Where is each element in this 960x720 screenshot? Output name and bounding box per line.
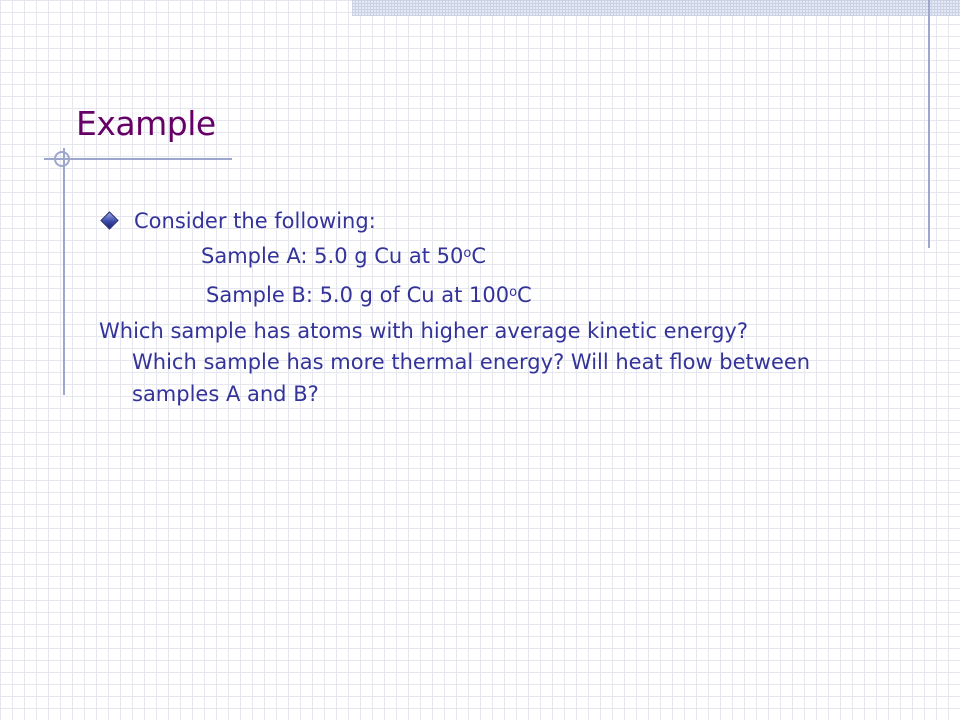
- bullet-text: Consider the following:: [134, 209, 376, 233]
- sample-a-text: Sample A: 5.0 g Cu at 50: [201, 244, 464, 268]
- sample-a-unit: C: [471, 244, 487, 268]
- sample-b-text: Sample B: 5.0 g of Cu at 100: [206, 283, 510, 307]
- question-line-3: samples A and B?: [132, 382, 319, 406]
- slide-title: Example: [76, 104, 216, 143]
- sample-b-unit: C: [517, 283, 532, 307]
- sample-a-degree: o: [463, 246, 472, 261]
- sample-a-line: [201, 241, 486, 269]
- question-line-2: Which sample has more thermal energy? Will heat flow between: [132, 350, 811, 374]
- sample-b-degree: o: [509, 285, 518, 300]
- bullet-diamond-icon: [100, 211, 118, 229]
- sample-b-line: [206, 280, 532, 308]
- question-line-1: Which sample has atoms with higher average kinetic energy?: [99, 319, 749, 343]
